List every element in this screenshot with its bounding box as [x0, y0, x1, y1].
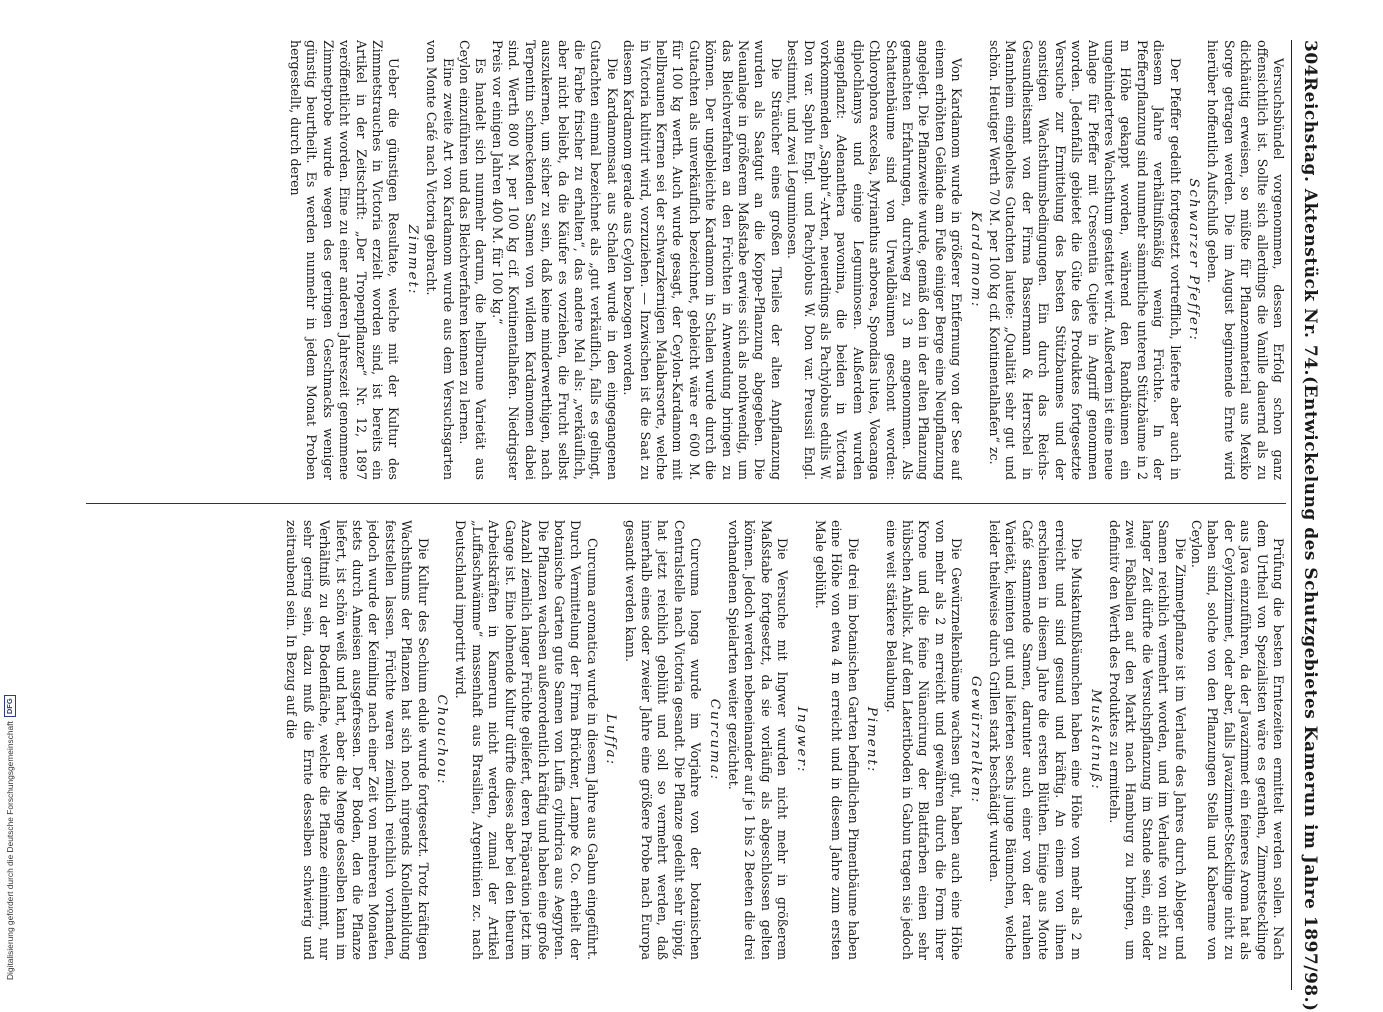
paragraph: Die Kultur des Sechium edule wurde fortgesetzt. Trotz kräftigen Wachsthums der Pflanzen hat sich noch nirgends Knollenbildung feststellen lassen. Früchte waren ziemlich reichlich vorhanden, jedoch wurde der Keimling nach einer Zeit von mehreren Monaten stets durch Ameisen ausgefressen. Der Boden, den die Pflanze liefert, ist schön weiß und hart, aber die Menge desselben kann im Verhältniß zu der Bodenfläche, welche die Pflanze einnimmt, nur sehr gering sein, dazu muß die Ernte desselben schwierig und zeitraubend sein. In Bezug auf die — [284, 520, 431, 960]
paragraph: Curcuma aromatica wurde in diesem Jahre aus Gabun eingeführt. Durch Vermittelung der Firma Brückner, Lampe & Co. erhielt der botanische Garten gute Samen von Luffa cylindrica aus Aegypten. Die Pflanzen wachsen außerordentlich kräftig und haben eine große Anzahl ziemlich langer Früchte geliefert, deren Präparation jetzt im Gange ist. Eine lohnende Kultur dürfte dieses aber bei den theuren Arbeitskräften in Kamerun nicht werden, zumal der Artikel „Luffaschwämme“ massenhaft aus Brasilien, Argentinien zc. nach Deutschland importirt wird. — [453, 520, 600, 960]
paragraph: Die Kardamomsaat aus Schalen wurde in den eingegangenen Gutachten einmal bezeichnet als „gut verkäuflich, falls es gelingt, die Farbe frischer zu erhalten“, das andere Mal als: „verkäuflich, aber nicht beliebt, da die Käufer es vorziehen, die Frucht selbst auszukernen, um sicher zu sein, daß keine minderwerthigen, nach Terpentin schmeckenden Samen von wildem Kardamomen dabei sind. Werth 800 M. per 100 kg cif. Kontinentalhafen. Niedrigster Preis vor einigen Jahren 400 M. für 100 kg.“ — [489, 40, 620, 480]
paragraph: Die Sträucher eines großen Theiles der alten Anpflanzung wurden als Saatgut an die Koppe-Pflanzung abgegeben. Die Neuanlage in größerem Maßstabe erwies sich als nothwendig, um das Bleichverfahren an den Früchten in Anwendung bringen zu können. Der ungebleichte Kardamom in Schalen wurde durch die Gutachten als unverkäuflich bezeichnet, gebleicht wäre er 600 M. für 100 kg werth. Auch wurde gesagt, der Ceylon-Kardamom mit hellbraunen Kernen sei der schwarzkernigen Malabarsorte, welche in Victoria kultivirt wird, vorzuziehen. — Inzwischen ist die Saat zu diesem Kardamom gerade aus Ceylon bezogen worden. — [621, 40, 784, 480]
page-header — [1296, 40, 1320, 1012]
header-rule — [1291, 40, 1292, 990]
column-divider — [86, 503, 1286, 504]
section-heading: Curcuma: — [706, 698, 722, 782]
section-heading: Ingwer: — [793, 706, 809, 774]
section-heading: Schwarzer Pfeffer: — [1185, 178, 1201, 342]
left-column — [86, 40, 1286, 480]
paragraph: Von Kardamom wurde in größerer Entfernung von der See auf einem erhöhten Gelände am Fuße einiger Berge eine Neupflanzung angelegt. Die Pflanzweite wurde, gemäß den in der alten Pflanzung gemachten Erfahrungen, durchweg zu 3 m angenommen. Als Schattenbäume sind von Urwaldbäumen geschont worden: Chlorophora excelsa, Myrianthus arborea, Spondias lutea, Voacanga diplochlamys und einige Leguminosen. Außerdem wurden angepflanzt: Adenanthera pavonina, die beiden in Victoria vorkommenden „Saphu“-Arten, neuerdings als Pachylobus edulis W. Don var. Saphu Engl. und Pachylobus W. Don var. Preussii Engl. bestimmt, und zwei Leguminosen. — [785, 40, 965, 480]
paragraph: Eine zweite Art von Kardamom wurde aus dem Versuchsgarten von Monte Café nach Victoria gebracht. — [424, 40, 456, 480]
digitization-credit — [2, 680, 18, 980]
section-title: Reichstag. Aktenstück Nr. 74. — [1300, 77, 1320, 376]
paragraph: Der Pfeffer gedeiht fortgesetzt vortrefflich, lieferte aber auch in diesem Jahre verhältnißmäßig wenig Früchte. In der Pfefferpflanzung sind nunmehr sämmtliche unteren Stützbäume in 2 m Höhe gekappt worden, während den Randbäumen ein ungehinderteres Wachsthum gestattet wird. Außerdem ist eine neue Anlage für Pfeffer mit Crescentia Cujete in Angriff genommen worden. Jedenfalls gebietet die Güte des Produktes fortgesetzte Versuche zur Ermittelung des besten Stützbaumes und der sonstigen Wachsthumsbedingungen. Ein durch das Reichs-Gesundheitsamt von der Firma Bassermann & Herrschel in Mannheim eingeholtes Gutachten lautete: „Qualität sehr gut und schön. Heutiger Werth 70 M. per 100 kg cif. Kontinentalhafen“ zc. — [987, 40, 1183, 480]
right-column — [86, 520, 1286, 960]
paragraph: Prüfung die besten Erntezeiten ermittelt werden sollen. Nach dem Urtheil von Spezialisten wäre es gerathen, Zimmetstecklinge aus Java einzuführen, da der Javazimmet ein feineres Aroma hat als der Ceylonzimmet, oder aber, falls Javazimmet-Stecklinge nicht zu haben sind, solche von den Pflanzungen Stella und Kaberame von Ceylon. — [1188, 520, 1286, 960]
section-heading: Gewürznelken: — [967, 675, 983, 805]
running-title: (Entwickelung des Schutzgebietes Kamerun im Jahre 1897/98.) — [1300, 375, 1320, 1012]
paragraph: Die Versuche mit Ingwer wurden nicht mehr in größerem Maßstabe fortgesetzt, da sie vorläufig als abgeschlossen gelten können. Jedoch werden nebeneinander auf je 1 bis 2 Beeten die drei vorhandenen Spielarten weiter gezüchtet. — [726, 520, 791, 960]
section-heading: Kardamom: — [967, 211, 983, 309]
paragraph: Ueber die günstigen Resultate, welche mit der Kultur des Zimmetstrauches in Victoria erzielt worden sind, ist bereits ein Artikel in der Zeitschrift: „Der Tropenpflanzer“ Nr. 12, 1897 veröffentlicht worden. Eine zu einer anderen Jahreszeit genommene Zimmetprobe wurde wegen des geringen Geschmacks weniger günstig beurtheilt. Es werden nunmehr in jedem Monat Proben hergestellt, durch deren — [288, 40, 402, 480]
paragraph: Curcuma longa wurde im Vorjahre von der botanischen Centralstelle nach Victoria gesandt. Die Pflanze gedeiht sehr üppig, hat jetzt reichlich geblüht und soll so vermehrt werden, daß innerhalb eines oder zweier Jahre eine größere Probe nach Europa gesandt werden kann. — [622, 520, 704, 960]
paragraph: Die Zimmetpflanze ist im Verlaufe des Jahres durch Ableger und Samen reichlich vermehrt worden, und im Verlaufe von nicht zu langer Zeit dürfte die Versuchspflanzung im Stande sein, ein oder zwei Faßballen auf den Markt nach Hamburg zu bringen, um definitiv den Werth des Produktes zu ermitteln. — [1106, 520, 1188, 960]
credit-text: Digitalisierung gefördert durch die Deutsche Forschungsgemeinschaft — [5, 721, 15, 980]
paragraph: Versuchsbündel vorgenommen, dessen Erfolg schon ganz offensichtlich ist. Sollte sich allerdings die Vanille dauernd als zu dickhäutig erweisen, so müßte für Pflanzenmaterial aus Mexiko Sorge getragen werden. Die im August beginnende Ernte wird hierüber hoffentlich Aufschluß geben. — [1205, 40, 1286, 480]
section-heading: Piment: — [864, 706, 880, 774]
section-heading: Zimmet: — [404, 224, 420, 296]
page-number: 304 — [1300, 40, 1320, 77]
paragraph: Die Gewürznelkenbäume wachsen gut, haben auch eine Höhe von mehr als 2 m erreicht und gewähren durch die Form ihrer Krone und die feine Nüancirung der Blattfarben einen sehr hübschen Anblick. Auf dem Lateritboden in Gabun tragen sie jedoch eine weit stärkere Belaubung. — [883, 520, 965, 960]
paragraph: Es handelt sich nunmehr darum, die hellbraune Varietät aus Ceylon einzuführen und das Bleichverfahren kennen zu lernen. — [457, 40, 489, 480]
section-heading: Chouchou: — [434, 694, 450, 786]
paragraph: Die Muskatnußbäumchen haben eine Höhe von mehr als 2 m erreicht und sind gesund und kräftig. An einem von ihnen erschienen in diesem Jahre die ersten Blüthen. Einige aus Monte Café stammende Samen, darunter auch einer von der rauhen Varietät, keimten gut und lieferten sechs junge Bäumchen, welche leider theilweise durch Grillen stark beschädigt wurden. — [987, 520, 1085, 960]
section-heading: Luffa: — [603, 714, 619, 766]
section-heading: Muskatnuß: — [1087, 689, 1103, 791]
rotated-page — [70, 40, 1320, 1012]
paragraph: Die drei im botanischen Garten befindlichen Pimentbäume haben eine Höhe von etwa 4 m erreicht und in diesem Jahre zum ersten Male geblüht. — [813, 520, 861, 960]
dfg-logo: DFG — [4, 695, 16, 717]
